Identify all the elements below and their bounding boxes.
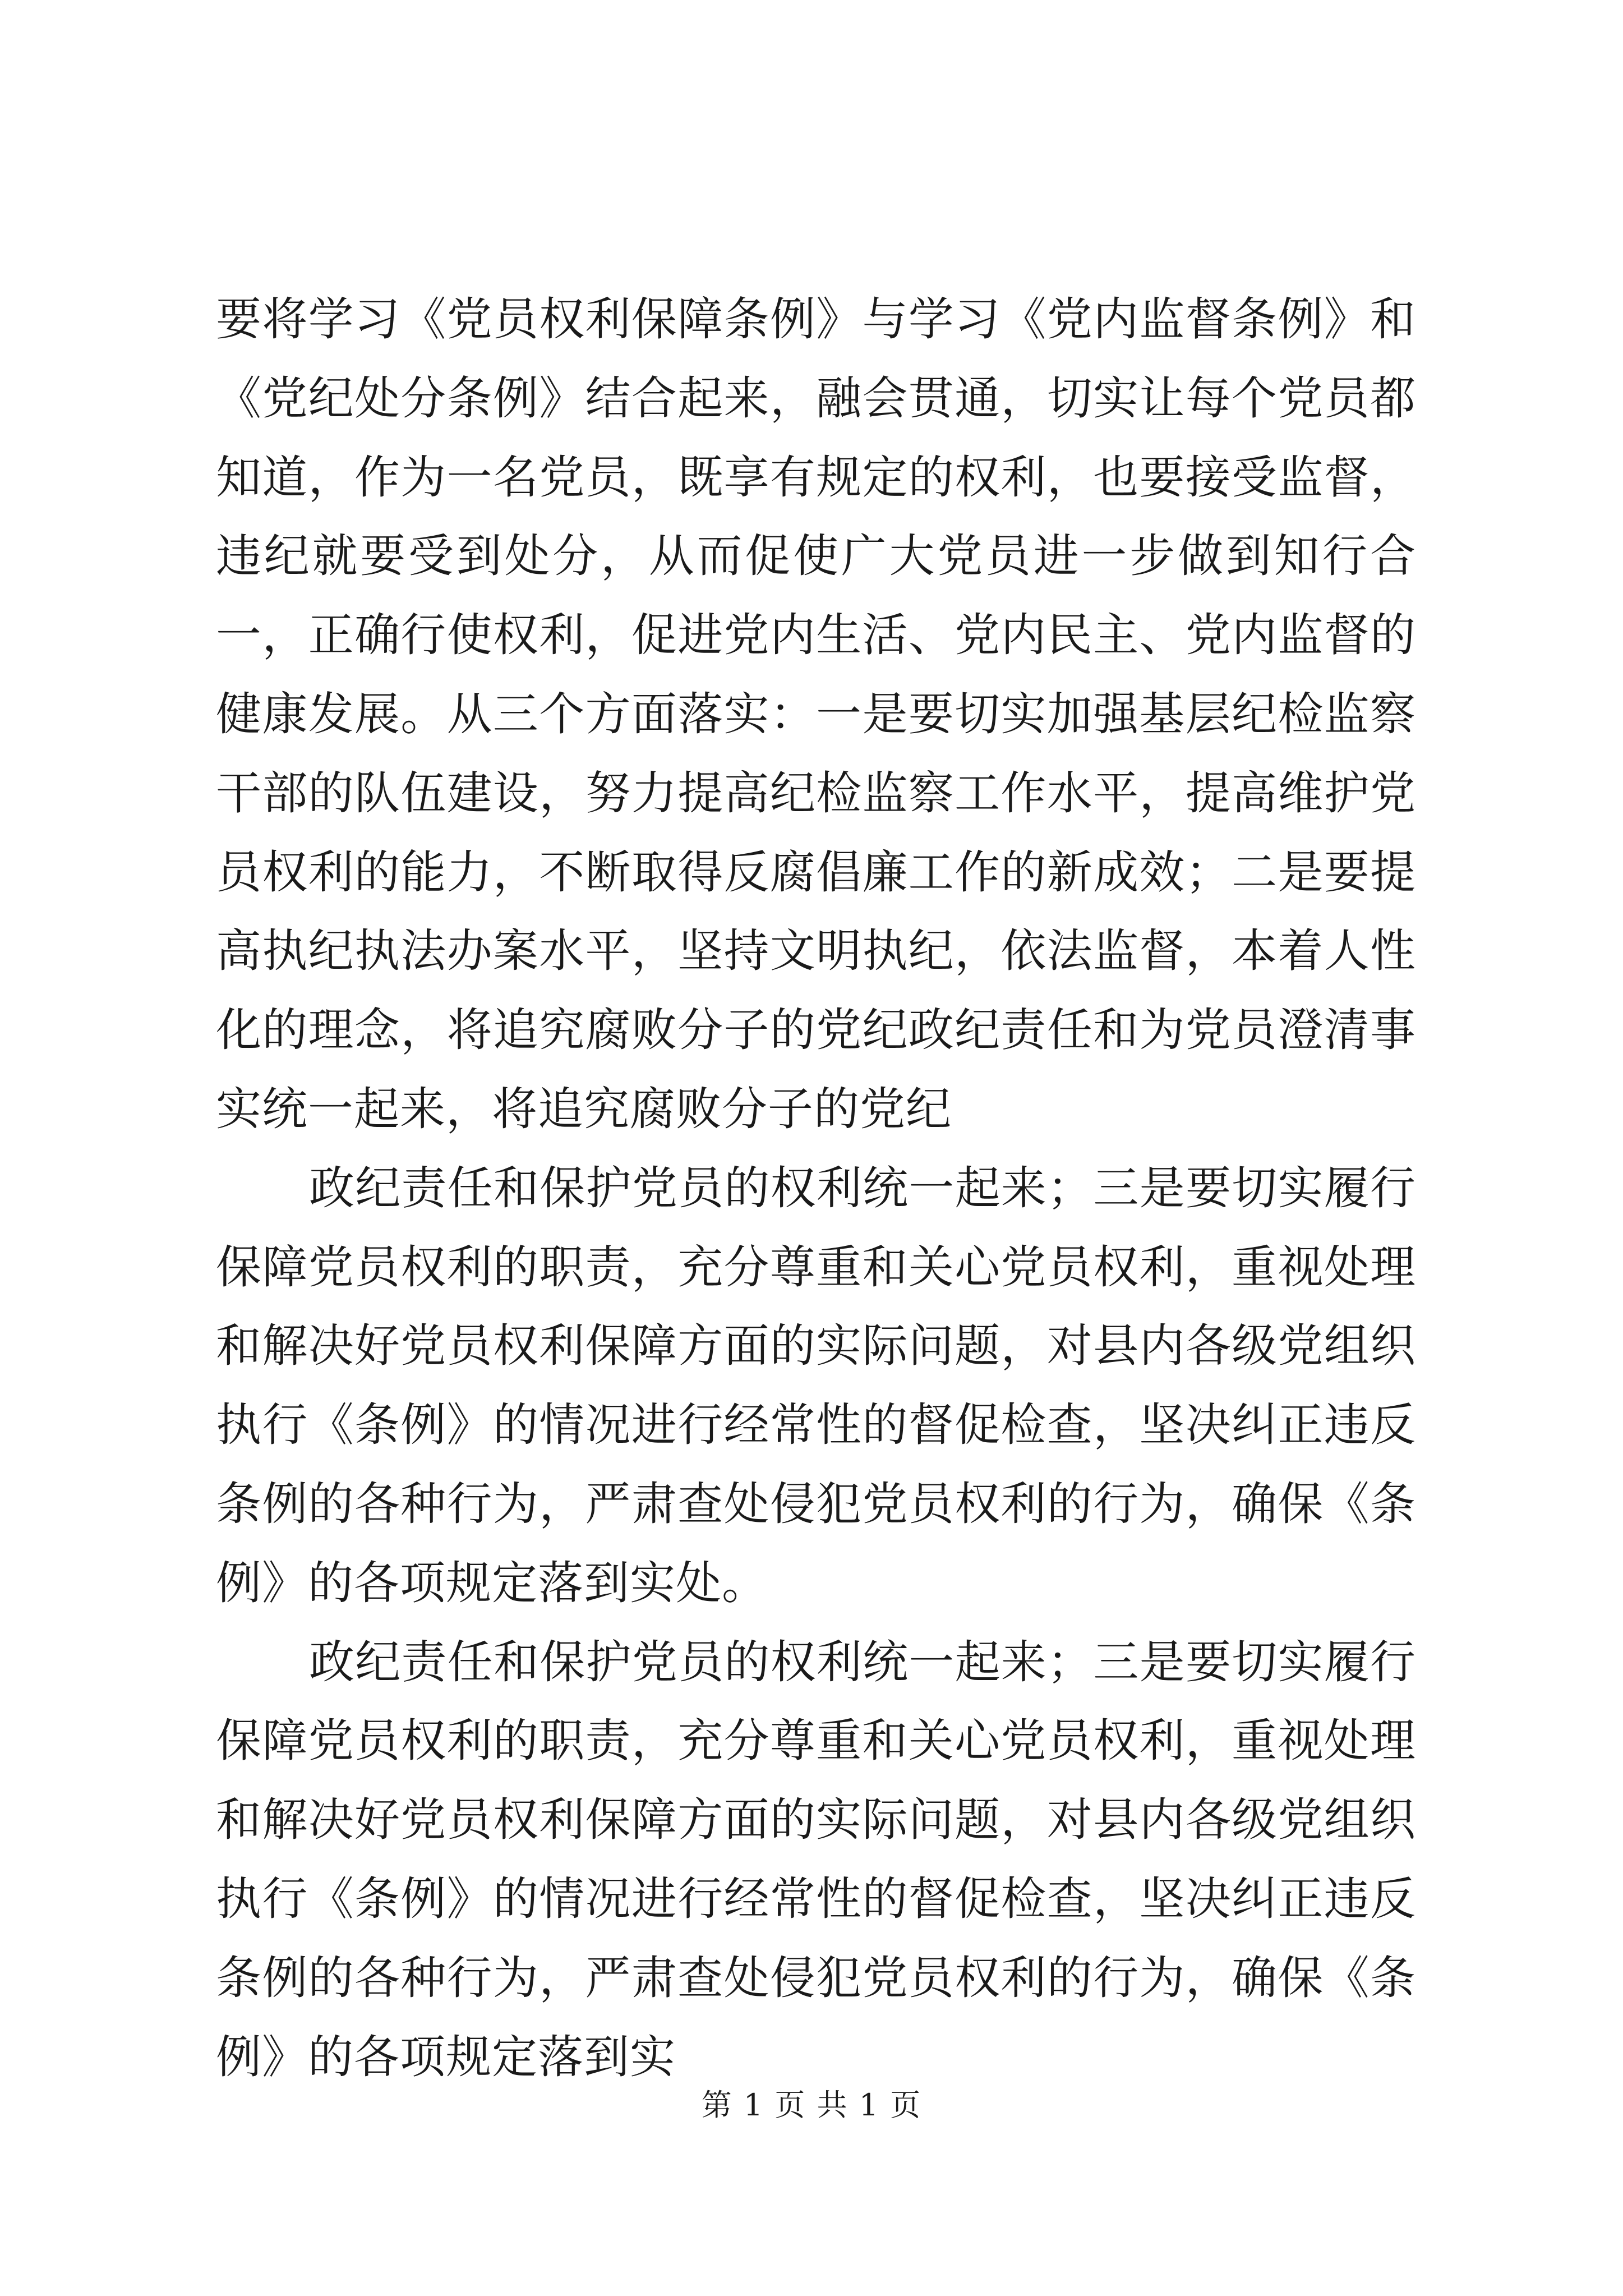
paragraph-3: 政纪责任和保护党员的权利统一起来；三是要切实履行保障党员权利的职责，充分尊重和关心党员权利，重视处理和解决好党员权利保障方面的实际问题，对县内各级党组织执行《条例》的情况进行经常性的督促检查，坚决纠正违反条例的各种行为，严肃查处侵犯党员权利的行为，确保《条例》的各项规定落到实	[216, 1636, 1416, 2084]
paragraph-2: 政纪责任和保护党员的权利统一起来；三是要切实履行保障党员权利的职责，充分尊重和关心党员权利，重视处理和解决好党员权利保障方面的实际问题，对县内各级党组织执行《条例》的情况进行经常性的督促检查，坚决纠正违反条例的各种行为，严肃查处侵犯党员权利的行为，确保《条例》的各项规定落到实处。	[216, 1162, 1416, 1610]
page-footer: 第 1 页 共 1 页	[701, 2087, 922, 2123]
document-body	[216, 280, 1416, 2097]
paragraph-1: 要将学习《党员权利保障条例》与学习《党内监督条例》和《党纪处分条例》结合起来，融会贯通，切实让每个党员都知道，作为一名党员，既享有规定的权利，也要接受监督，违纪就要受到处分，从而促使广大党员进一步做到知行合一，正确行使权利，促进党内生活、党内民主、党内监督的健康发展。从三个方面落实：一是要切实加强基层纪检监察干部的队伍建设，努力提高纪检监察工作水平，提高维护党员权利的能力，不断取得反腐倡廉工作的新成效；二是要提高执纪执法办案水平，坚持文明执纪，依法监督，本着人性化的理念，将追究腐败分子的党纪政纪责任和为党员澄清事实统一起来，将追究腐败分子的党纪	[216, 293, 1416, 1136]
